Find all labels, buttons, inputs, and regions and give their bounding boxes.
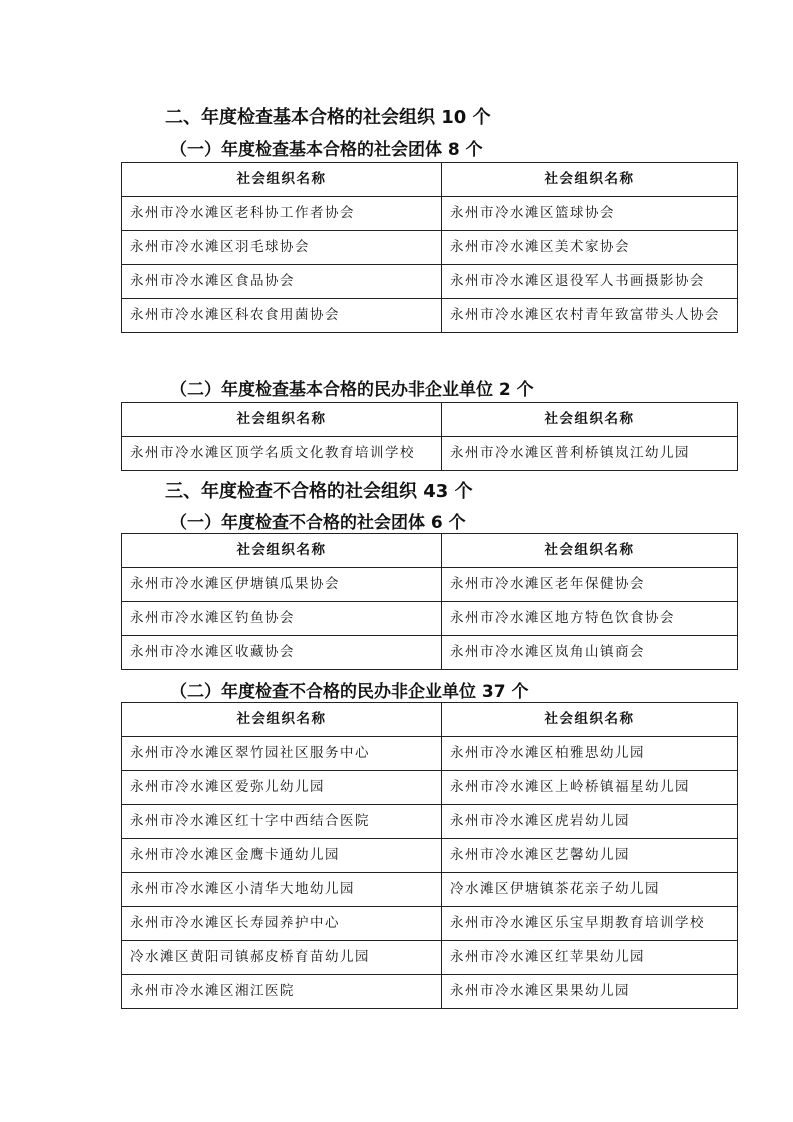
table-row [122,568,738,602]
section-2-2-heading: （二）年度检查基本合格的民办非企业单位 2 个 [170,380,534,400]
table-row [122,975,738,1009]
organization-name-cell: 永州市冷水滩区食品协会 [122,265,442,299]
table-2-2 [121,402,738,471]
organization-name-cell: 永州市冷水滩区钓鱼协会 [122,602,442,636]
organization-name-cell: 永州市冷水滩区收藏协会 [122,636,442,670]
organization-name-cell: 冷水滩区伊塘镇茶花亲子幼儿园 [442,873,738,907]
organization-name-cell: 冷水滩区黄阳司镇郝皮桥育苗幼儿园 [122,941,442,975]
table-row [122,602,738,636]
organization-name-cell: 永州市冷水滩区金鹰卡通幼儿园 [122,839,442,873]
organization-name-cell: 永州市冷水滩区退役军人书画摄影协会 [442,265,738,299]
table-row [122,265,738,299]
organization-name-cell: 永州市冷水滩区乐宝早期教育培训学校 [442,907,738,941]
organization-name-cell: 永州市冷水滩区岚角山镇商会 [442,636,738,670]
table-header-row [122,163,738,197]
organization-name-cell: 永州市冷水滩区艺馨幼儿园 [442,839,738,873]
table-row [122,873,738,907]
section-3-1-heading: （一）年度检查不合格的社会团体 6 个 [170,513,466,533]
organization-name-cell: 永州市冷水滩区老科协工作者协会 [122,197,442,231]
organization-name-cell: 永州市冷水滩区羽毛球协会 [122,231,442,265]
organization-name-cell: 永州市冷水滩区翠竹园社区服务中心 [122,737,442,771]
column-header: 社会组织名称 [122,534,442,568]
column-header: 社会组织名称 [122,163,442,197]
table-3-2 [121,702,738,1009]
section-3-heading: 三、年度检查不合格的社会组织 43 个 [165,481,473,502]
organization-name-cell: 永州市冷水滩区科农食用菌协会 [122,299,442,333]
table-row [122,437,738,471]
organization-name-cell: 永州市冷水滩区果果幼儿园 [442,975,738,1009]
table-row [122,231,738,265]
column-header: 社会组织名称 [442,534,738,568]
organization-name-cell: 永州市冷水滩区老年保健协会 [442,568,738,602]
organization-name-cell: 永州市冷水滩区爱弥儿幼儿园 [122,771,442,805]
organization-name-cell: 永州市冷水滩区湘江医院 [122,975,442,1009]
organization-name-cell: 永州市冷水滩区伊塘镇瓜果协会 [122,568,442,602]
organization-name-cell: 永州市冷水滩区上岭桥镇福星幼儿园 [442,771,738,805]
organization-name-cell: 永州市冷水滩区红十字中西结合医院 [122,805,442,839]
organization-name-cell: 永州市冷水滩区农村青年致富带头人协会 [442,299,738,333]
organization-name-cell: 永州市冷水滩区普利桥镇岚江幼儿园 [442,437,738,471]
table-row [122,197,738,231]
table-row [122,941,738,975]
column-header: 社会组织名称 [122,703,442,737]
table-row [122,737,738,771]
table-row [122,299,738,333]
table-3-1 [121,533,738,670]
column-header: 社会组织名称 [442,403,738,437]
section-3-2-heading: （二）年度检查不合格的民办非企业单位 37 个 [170,682,529,702]
table-row [122,771,738,805]
section-2-1-heading: （一）年度检查基本合格的社会团体 8 个 [170,140,483,160]
table-header-row [122,534,738,568]
table-row [122,907,738,941]
organization-name-cell: 永州市冷水滩区地方特色饮食协会 [442,602,738,636]
table-header-row [122,403,738,437]
organization-name-cell: 永州市冷水滩区柏雅思幼儿园 [442,737,738,771]
organization-name-cell: 永州市冷水滩区美术家协会 [442,231,738,265]
column-header: 社会组织名称 [122,403,442,437]
organization-name-cell: 永州市冷水滩区篮球协会 [442,197,738,231]
section-2-heading: 二、年度检查基本合格的社会组织 10 个 [165,107,491,128]
organization-name-cell: 永州市冷水滩区虎岩幼儿园 [442,805,738,839]
organization-name-cell: 永州市冷水滩区长寿园养护中心 [122,907,442,941]
organization-name-cell: 永州市冷水滩区顶学名质文化教育培训学校 [122,437,442,471]
table-row [122,839,738,873]
organization-name-cell: 永州市冷水滩区小清华大地幼儿园 [122,873,442,907]
organization-name-cell: 永州市冷水滩区红苹果幼儿园 [442,941,738,975]
table-row [122,636,738,670]
table-row [122,805,738,839]
column-header: 社会组织名称 [442,163,738,197]
column-header: 社会组织名称 [442,703,738,737]
table-header-row [122,703,738,737]
table-2-1 [121,162,738,333]
